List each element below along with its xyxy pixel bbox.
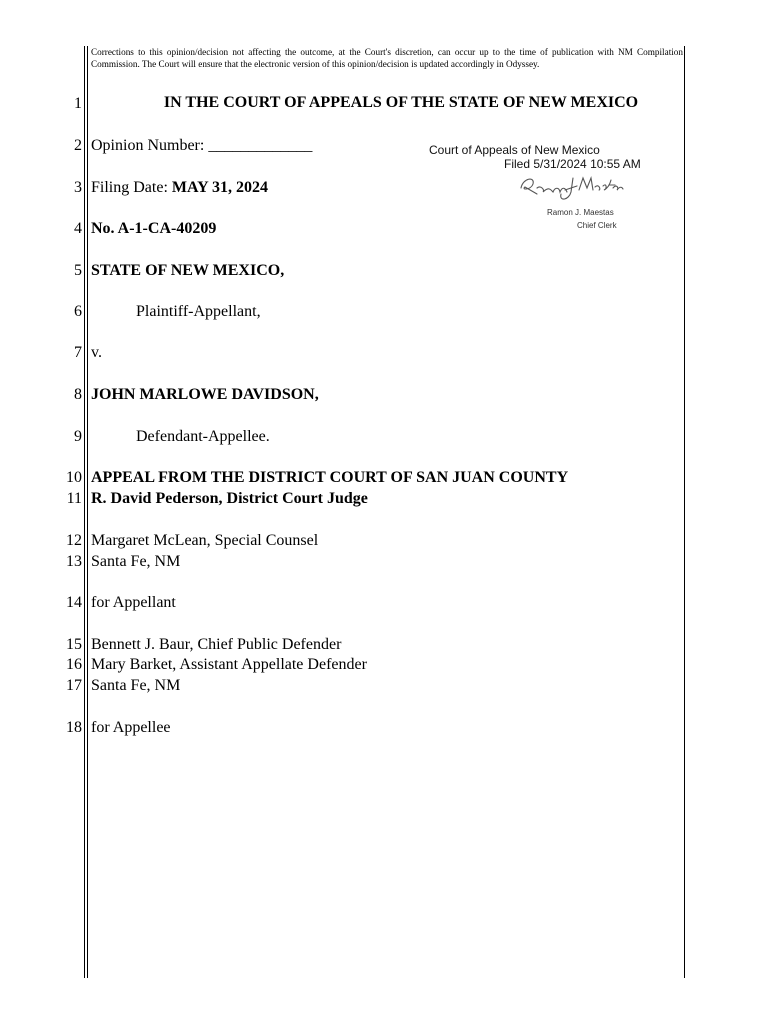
- versus: v.: [91, 344, 102, 361]
- defendant-role: Defendant-Appellee.: [136, 428, 270, 445]
- line-number: 2: [74, 137, 82, 154]
- line-number: 4: [74, 220, 82, 237]
- appellee-counsel-1: Bennett J. Baur, Chief Public Defender: [91, 636, 342, 653]
- plaintiff-role: Plaintiff-Appellant,: [136, 303, 261, 320]
- filing-date-label: Filing Date:: [91, 179, 172, 196]
- left-margin-rule-outer: [84, 46, 85, 978]
- defendant-name: JOHN MARLOWE DAVIDSON,: [91, 386, 319, 403]
- appellant-counsel-location: Santa Fe, NM: [91, 553, 181, 570]
- plaintiff-name: STATE OF NEW MEXICO,: [91, 262, 285, 279]
- filing-date-line: [91, 179, 268, 197]
- line-number: 15: [66, 636, 82, 653]
- for-appellee: for Appellee: [91, 719, 171, 736]
- stamp-filed: Filed 5/31/2024 10:55 AM: [504, 157, 641, 171]
- docket-number: No. A-1-CA-40209: [91, 220, 217, 237]
- stamp-clerk-title: Chief Clerk: [577, 221, 617, 230]
- corrections-notice: Corrections to this opinion/decision not affecting the outcome, at the Court's discretion, can occur up to the time of publication with NM Compilation Commission. The Court will ensure that the electronic version of this opinion/decision is updated accordingly in Odyssey.: [91, 47, 683, 69]
- court-title: IN THE COURT OF APPEALS OF THE STATE OF NEW MEXICO: [163, 94, 639, 111]
- for-appellant: for Appellant: [91, 594, 176, 611]
- right-margin-rule: [684, 46, 685, 978]
- appellee-counsel-location: Santa Fe, NM: [91, 677, 181, 694]
- appellee-counsel-2: Mary Barket, Assistant Appellate Defender: [91, 656, 367, 673]
- line-number: 7: [74, 344, 82, 361]
- line-number: 9: [74, 428, 82, 445]
- clerk-signature: [515, 170, 627, 208]
- line-number: 11: [66, 490, 82, 507]
- line-number: 6: [74, 303, 82, 320]
- line-number: 10: [66, 469, 82, 486]
- line-number: 16: [66, 656, 82, 673]
- line-number: 13: [66, 553, 82, 570]
- stamp-court: Court of Appeals of New Mexico: [429, 143, 600, 157]
- line-number: 8: [74, 386, 82, 403]
- stamp-clerk-name: Ramon J. Maestas: [547, 208, 614, 217]
- appellant-counsel: Margaret McLean, Special Counsel: [91, 532, 319, 549]
- line-number: 14: [66, 594, 82, 611]
- filing-date-value: MAY 31, 2024: [171, 179, 269, 196]
- line-number: 17: [66, 677, 82, 694]
- district-judge: R. David Pederson, District Court Judge: [91, 490, 368, 507]
- line-number: 1: [74, 95, 82, 112]
- line-number: 5: [74, 262, 82, 279]
- line-number: 18: [66, 719, 82, 736]
- left-margin-rule-inner: [87, 46, 88, 978]
- line-number: 12: [66, 532, 82, 549]
- line-number: 3: [74, 179, 82, 196]
- appeal-from: APPEAL FROM THE DISTRICT COURT OF SAN JUAN COUNTY: [91, 469, 569, 486]
- opinion-number: Opinion Number: _____________: [91, 137, 313, 154]
